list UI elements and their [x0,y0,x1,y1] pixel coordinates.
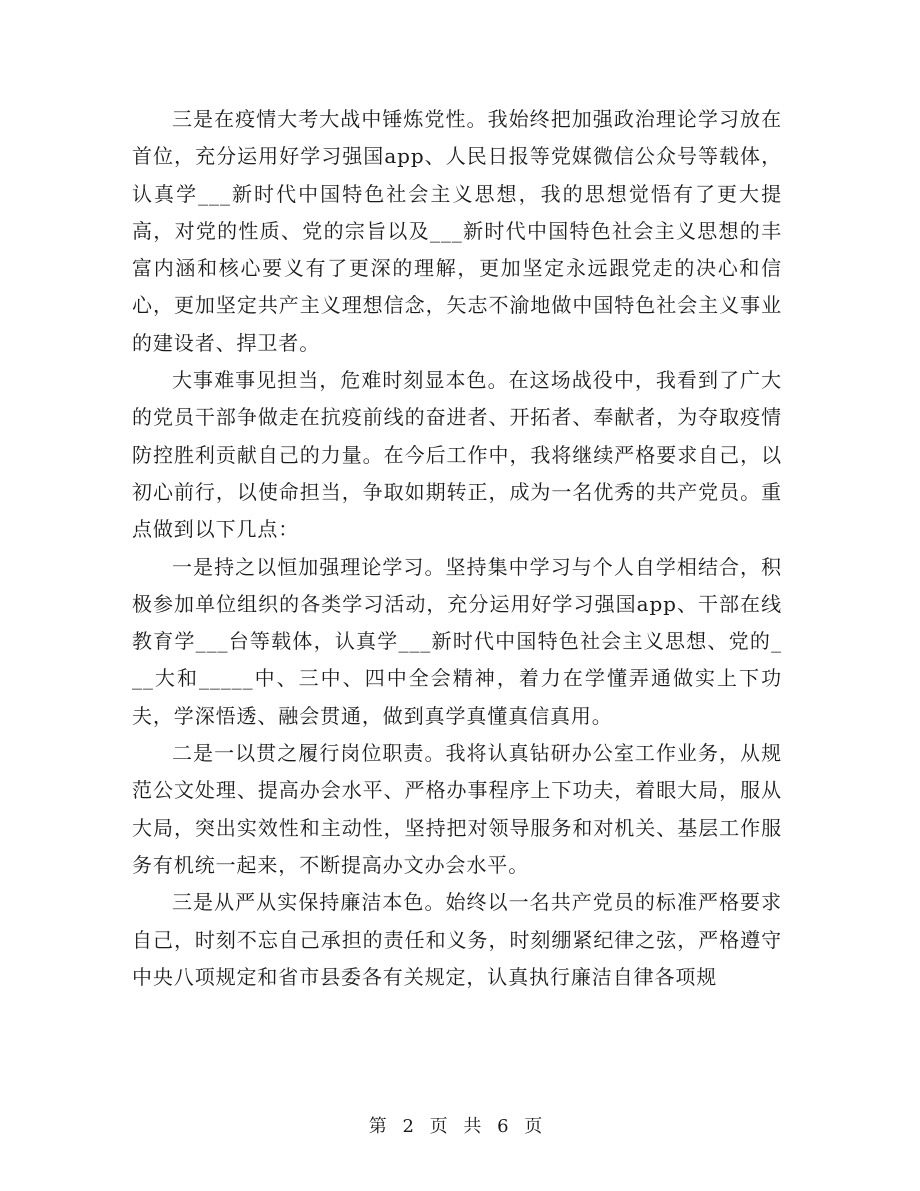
footer-prefix: 第 [368,1116,388,1137]
footer-suffix: 页 [524,1116,544,1137]
footer-total-word: 共 [463,1116,483,1137]
paragraph-4: 二是一以贯之履行岗位职责。我将认真钻研办公室工作业务，从规范公文处理、提高办会水平、严格办事程序上下功夫，着眼大局，服从大局，突出实效性和主动性，坚持把对领导服务和对机关、基层工作服务有机统一起来，不断提高办文办会水平。 [132,741,782,877]
document-body [132,101,782,996]
footer-page-word: 页 [429,1116,449,1137]
paragraph-2: 大事难事见担当，危难时刻显本色。在这场战役中，我看到了广大的党员干部争做走在抗疫前线的奋进者、开拓者、奉献者，为夺取疫情防控胜利贡献自己的力量。在今后工作中，我将继续严格要求自己，以初心前行，以使命担当，争取如期转正，成为一名优秀的共产党员。重点做到以下几点： [132,368,782,542]
current-page-number: 2 [402,1116,415,1137]
paragraph-1: 三是在疫情大考大战中锤炼党性。我始终把加强政治理论学习放在首位，充分运用好学习强国app、人民日报等党媒微信公众号等载体，认真学___新时代中国特色社会主义思想，我的思想觉悟有了更大提高，对党的性质、党的宗旨以及___新时代中国特色社会主义思想的丰富内涵和核心要义有了更深的理解，更加坚定永远跟党走的决心和信心，更加坚定共产主义理想信念，矢志不渝地做中国特色社会主义事业的建设者、捍卫者。 [132,107,782,355]
paragraph-5: 三是从严从实保持廉洁本色。始终以一名共产党员的标准严格要求自己，时刻不忘自己承担的责任和义务，时刻绷紧纪律之弦，严格遵守中央八项规定和省市县委各有关规定，认真执行廉洁自律各项规 [132,890,782,989]
paragraph-3: 一是持之以恒加强理论学习。坚持集中学习与个人自学相结合，积极参加单位组织的各类学习活动，充分运用好学习强国app、干部在线教育学___台等载体，认真学___新时代中国特色社会主义思想、党的___大和_____中、三中、四中全会精神，着力在学懂弄通做实上下功夫，学深悟透、融会贯通，做到真学真懂真信真用。 [132,554,782,728]
total-pages-number: 6 [497,1116,510,1137]
page-footer [0,1112,920,1138]
